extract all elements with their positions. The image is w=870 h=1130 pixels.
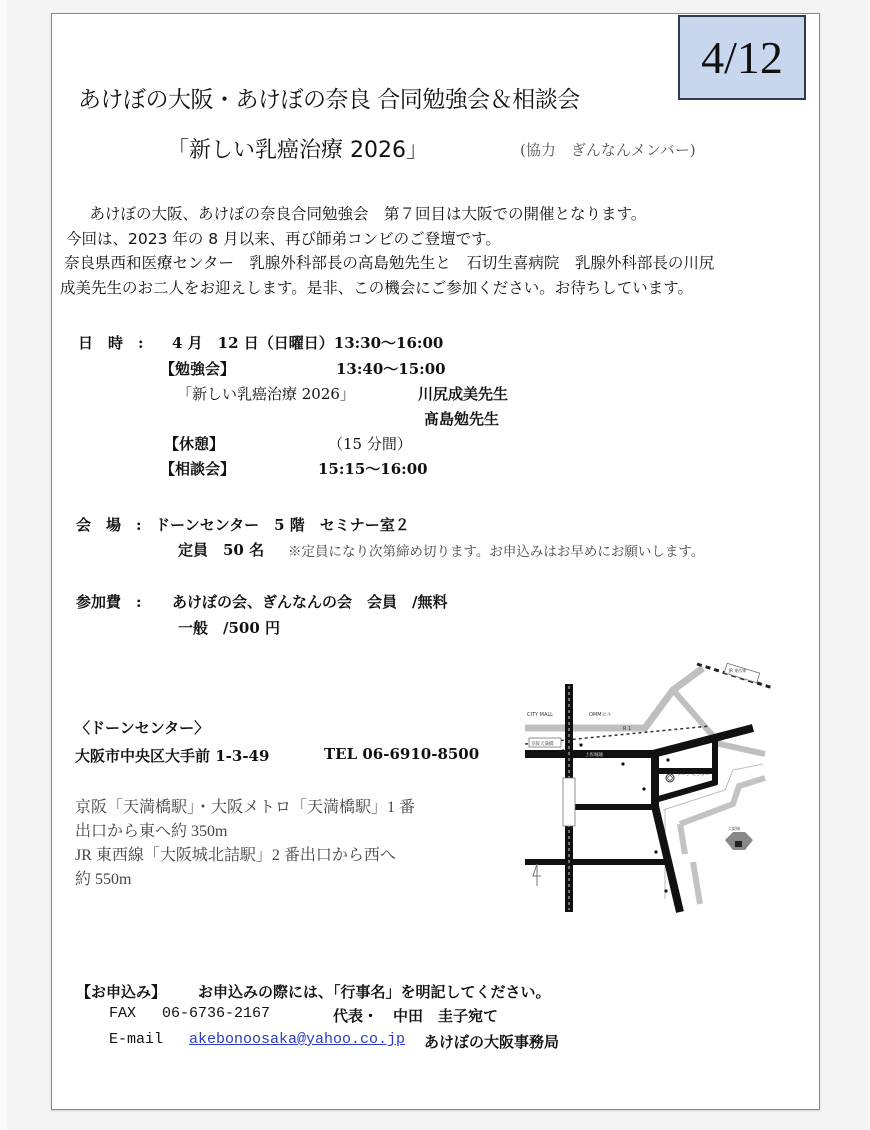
intro-line: 今回は、2023 年の 8 月以来、再び師弟コンビのご登壇です。	[66, 229, 501, 248]
map-label-city-mall: CITY MALL	[527, 712, 553, 718]
consult-label: 【相談会】	[160, 460, 236, 478]
capacity-note: ※定員になり次第締め切ります。お申込みはお早めにお願いします。	[288, 544, 705, 560]
map-label-keihan: 京阪天満橋	[531, 742, 554, 747]
schedule-date: 4 月 12 日（日曜日）13:30〜16:00	[172, 334, 444, 352]
study-time: 13:40〜15:00	[336, 360, 446, 378]
cooperation-note: (協力 ぎんなんメンバー)	[520, 141, 696, 159]
directions-line: JR 東西線「大阪城北詰駅」2 番出口から西へ	[75, 847, 396, 864]
venue-place: ドーンセンター 5 階 セミナー室２	[155, 516, 410, 534]
venue-capacity: 定員 50 名	[178, 541, 265, 559]
representative: 代表・ 中田 圭子宛て	[333, 1007, 499, 1025]
break-label: 【休憩】	[164, 435, 225, 453]
map-label-omm: OMMビル	[589, 712, 612, 718]
intro-line: 奈良県西和医療センター 乳腺外科部長の高島勉先生と 石切生喜病院 乳腺外科部長の川尻	[64, 254, 715, 272]
event-subtitle: 「新しい乳癌治療 2026」	[167, 138, 428, 163]
date-badge: 4/12	[678, 15, 806, 100]
venue-name: 〈ドーンセンター〉	[75, 719, 210, 737]
break-time: （15 分間）	[328, 435, 412, 453]
lecture-title: 「新しい乳癌治療 2026」	[177, 385, 355, 403]
fee-label: 参加費 :	[76, 593, 142, 611]
map-label-jr: JR 東西線	[729, 668, 747, 673]
map-label-castle: 大阪城	[728, 826, 740, 831]
access-map	[525, 654, 783, 914]
fax-number: 06-6736-2167	[162, 1005, 271, 1022]
map-label-dawn-center: ドーン センター	[677, 773, 710, 778]
directions	[75, 796, 415, 892]
intro-paragraph	[60, 202, 714, 300]
map-label-street: 土佐堀通	[585, 753, 603, 758]
venue-label: 会 場 :	[76, 516, 142, 534]
application-note: お申込みの際には、「行事名」を明記してください。	[198, 983, 551, 1001]
fee-members: あけぼの会、ぎんなんの会 会員 /無料	[172, 593, 448, 611]
fax-label: FAX	[109, 1005, 137, 1022]
consult-time: 15:15〜16:00	[318, 460, 428, 478]
directions-line: 出口から東へ約 350m	[75, 823, 228, 840]
office-name: あけぼの大阪事務局	[424, 1033, 560, 1051]
directions-line: 京阪「天満橋駅」・大阪メトロ「天満橋駅」1 番	[75, 799, 416, 816]
speaker-2: 髙島勉先生	[424, 410, 500, 428]
speaker-1: 川尻成美先生	[418, 385, 509, 403]
event-title: あけぼの大阪・あけぼの奈良 合同勉強会＆相談会	[78, 87, 580, 113]
schedule-label: 日 時 :	[78, 334, 144, 352]
map-label-route: R 1	[623, 726, 632, 732]
venue-address: 大阪市中央区大手前 1-3-49	[75, 747, 270, 765]
fee-general: 一般 /500 円	[178, 619, 281, 637]
intro-line: 成美先生のお二人をお迎えします。是非、この機会にご参加ください。お待ちしています。	[60, 278, 694, 297]
study-label: 【勉強会】	[160, 360, 236, 378]
intro-line: あけぼの大阪、あけぼの奈良合同勉強会 第７回目は大阪での開催となります。	[74, 205, 647, 223]
email-label: E-mail	[109, 1031, 164, 1048]
email-link[interactable]: akebonoosaka@yahoo.co.jp	[189, 1031, 406, 1048]
viewer-edge	[0, 0, 7, 1130]
map-illustration	[525, 654, 783, 914]
application-label: 【お申込み】	[76, 983, 167, 1001]
venue-tel: TEL 06-6910-8500	[324, 745, 480, 763]
flyer-page	[51, 13, 820, 1110]
directions-line: 約 550m	[75, 871, 132, 888]
